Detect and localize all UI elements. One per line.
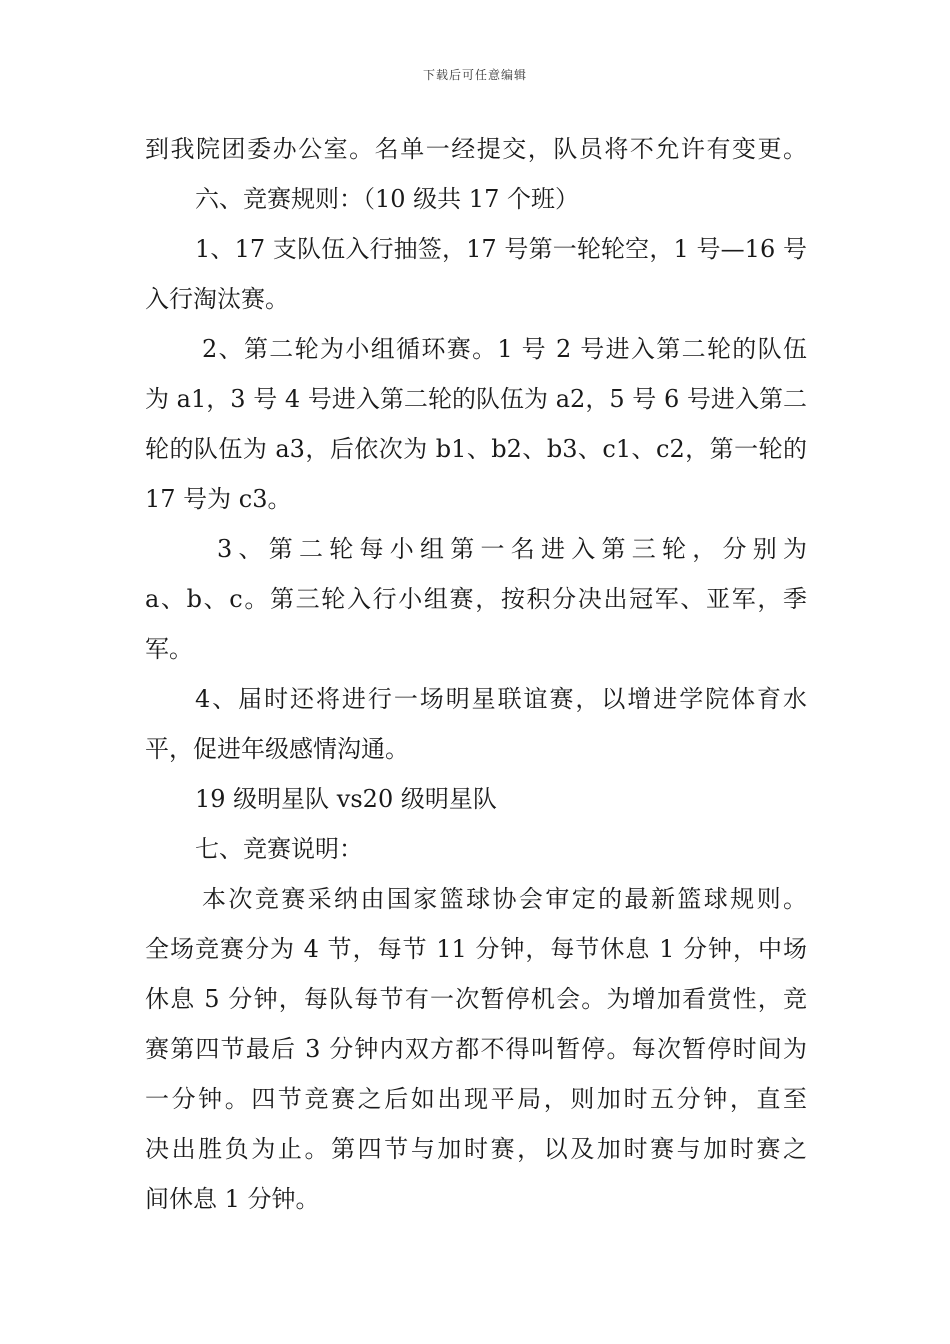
paragraph-line: 本次竞赛采纳由国家篮球协会审定的最新篮球规则。 <box>202 885 807 913</box>
paragraph-line: 1、17 支队伍入行抽签，17 号第一轮轮空，1 号—16 号 <box>195 235 807 263</box>
paragraph-line: 入行淘汰赛。 <box>145 285 289 313</box>
paragraph-line: 19 级明星队 vs20 级明星队 <box>195 785 497 813</box>
paragraph-line: 4、届时还将进行一场明星联谊赛，以增进学院体育水 <box>195 685 807 713</box>
paragraph-line: 间休息 1 分钟。 <box>145 1185 320 1213</box>
paragraph-line: 全场竞赛分为 4 节，每节 11 分钟，每节休息 1 分钟，中场 <box>145 935 807 963</box>
section-heading-rules: 六、竞赛规则：（10 级共 17 个班） <box>195 185 579 213</box>
paragraph-line: 到我院团委办公室。名单一经提交，队员将不允许有变更。 <box>145 135 807 163</box>
document-body <box>145 126 807 1226</box>
paragraph-line: 一分钟。四节竞赛之后如出现平局，则加时五分钟，直至 <box>145 1085 807 1113</box>
paragraph-line: 休息 5 分钟，每队每节有一次暂停机会。为增加看赏性，竞 <box>145 985 807 1013</box>
page-header-note: 下载后可任意编辑 <box>422 68 527 82</box>
paragraph-line: 2、第二轮为小组循环赛。1 号 2 号进入第二轮的队伍 <box>202 335 807 363</box>
section-heading-notes: 七、竞赛说明： <box>195 835 363 863</box>
paragraph-line: a、b、c。第三轮入行小组赛，按积分决出冠军、亚军，季 <box>145 585 807 613</box>
paragraph-line: 赛第四节最后 3 分钟内双方都不得叫暂停。每次暂停时间为 <box>145 1035 807 1063</box>
paragraph-line: 平，促进年级感情沟通。 <box>145 735 409 763</box>
paragraph-line: 3、第二轮每小组第一名进入第三轮，分别为 <box>217 535 807 563</box>
paragraph-line: 决出胜负为止。第四节与加时赛，以及加时赛与加时赛之 <box>145 1135 807 1163</box>
paragraph-line: 轮的队伍为 a3，后依次为 b1、b2、b3、c1、c2，第一轮的 <box>145 435 807 463</box>
paragraph-line: 为 a1，3 号 4 号进入第二轮的队伍为 a2，5 号 6 号进入第二 <box>145 385 807 413</box>
paragraph-line: 17 号为 c3。 <box>145 485 292 513</box>
paragraph-line: 军。 <box>145 635 193 663</box>
